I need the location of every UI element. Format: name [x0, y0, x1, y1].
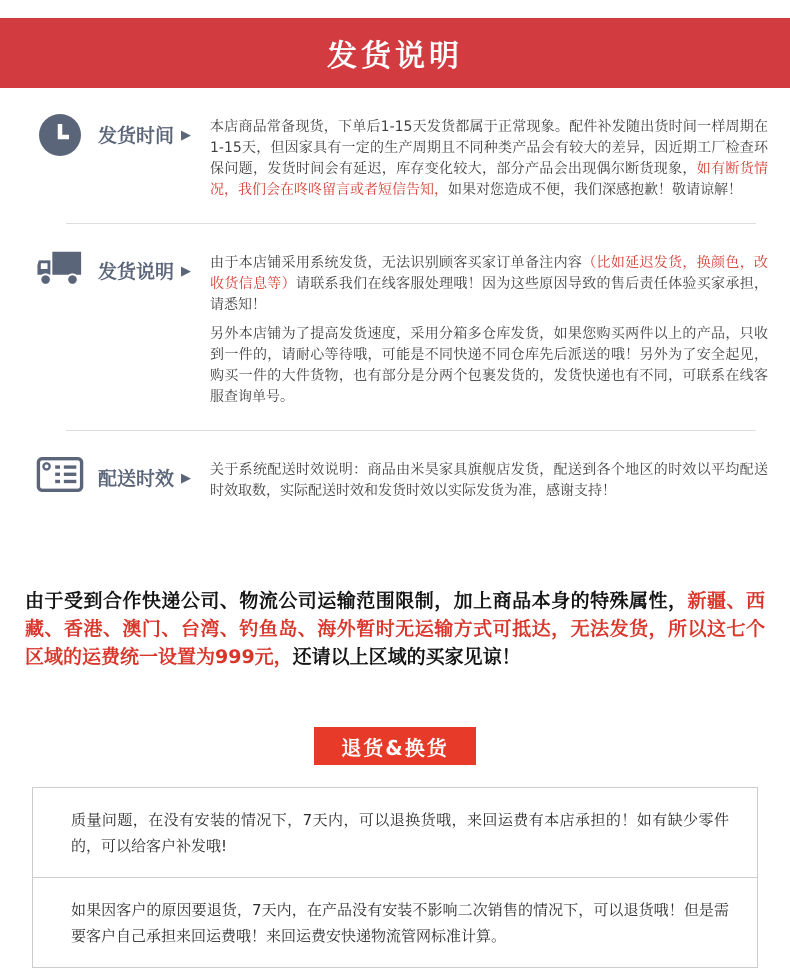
section-label-delivery-time: [98, 455, 210, 491]
page-title: 发货说明: [327, 39, 463, 74]
paragraph: [210, 117, 768, 201]
text-segment-red: 如有断货情况，我们会在咚咚留言或者短信告知，: [210, 161, 769, 198]
clock-icon: [36, 112, 84, 160]
section-label-shipping-notes: [98, 248, 210, 284]
section-label-text: 发货时间: [98, 125, 175, 147]
returns-exchange-button[interactable]: 退货&换货: [314, 727, 476, 765]
policy-text: 质量问题，在没有安装的情况下，7天内，可以退换货哦，来回运费有本店承担的！如有缺少零件的，可以给客户补发哦!: [71, 811, 729, 855]
section-text-delivery-time: [210, 455, 768, 502]
section-label-shipping-time: [98, 112, 210, 148]
section-shipping-notes: [22, 224, 768, 430]
shipping-sections: [0, 88, 790, 525]
section-text-shipping-notes: [210, 248, 768, 408]
text-segment: 由于受到合作快递公司、物流公司运输范围限制，加上商品本身的特殊属性，: [25, 590, 688, 612]
paragraph: [210, 324, 768, 408]
text-segment-red: （比如延迟发货，换颜色，改收货信息等）: [210, 255, 769, 292]
shipping-notice-banner: [0, 18, 790, 88]
section-delivery-time: [22, 431, 768, 525]
shipping-info-page: [0, 18, 790, 968]
text-segment: 还请以上区域的买家见谅！: [292, 646, 521, 668]
text-segment: 由于本店铺采用系统发货，无法识别顾客买家订单备注内容: [210, 255, 583, 271]
truck-icon: [36, 248, 84, 296]
delivery-card-icon: [36, 455, 84, 503]
returns-button-row: [0, 727, 790, 765]
paragraph: [210, 460, 768, 502]
arrow-right-icon: ▶: [181, 471, 192, 486]
text-segment-red: 新疆、西藏、香港、澳门、台湾、钓鱼岛、海外暂时无运输方式可抵达，无法发货，所以这七个区域的运费统一设置为999元，: [25, 590, 765, 668]
text-segment: 本店商品常备现货，下单后1-15天发货都属于正常现象。配件补发随出货时间一样周期在1-15天，但因家具有一定的生产周期且不同种类产品会有较大的差异，因近期工厂检查环保问题，发货时间会有延迟，库存变化较大，部分产品会出现偶尔断货现象，: [210, 119, 768, 177]
text-segment: 请联系我们在线客服处理哦！因为这些原因导致的售后责任体验买家承担，请悉知！: [210, 276, 769, 313]
paragraph: [210, 253, 768, 316]
section-shipping-time: [22, 88, 768, 223]
returns-policy-boxes: [32, 787, 758, 968]
text-segment: 关于系统配送时效说明：商品由米昊家具旗舰店发货，配送到各个地区的时效以平均配送时效取数，实际配送时效和发货时效以实际发货为准，感谢支持！: [210, 462, 768, 499]
arrow-right-icon: ▶: [181, 128, 192, 143]
policy-text: 如果因客户的原因要退货，7天内，在产品没有安装不影响二次销售的情况下，可以退货哦！但是需要客户自己承担来回运费哦！来回运费安快递物流管网标准计算。: [71, 901, 729, 945]
section-text-shipping-time: [210, 112, 768, 201]
customer-reason-policy-box: [33, 877, 757, 967]
text-segment: 如果对您造成不便，我们深感抱歉！敬请谅解！: [448, 182, 742, 198]
section-label-text: 发货说明: [98, 261, 175, 283]
section-label-text: 配送时效: [98, 468, 175, 490]
arrow-right-icon: ▶: [181, 264, 192, 279]
text-segment: 另外本店铺为了提高发货速度，采用分箱多仓库发货，如果您购买两件以上的产品，只收到一件的，请耐心等待哦，可能是不同快递不同仓库先后派送的哦！另外为了安全起见，购买一件的大件货物，也有部分是分两个包裹发货的，发货快递也有不同，可联系在线客服查询单号。: [210, 326, 768, 405]
region-restriction-notice: [25, 587, 765, 671]
quality-issue-policy-box: [33, 788, 757, 877]
